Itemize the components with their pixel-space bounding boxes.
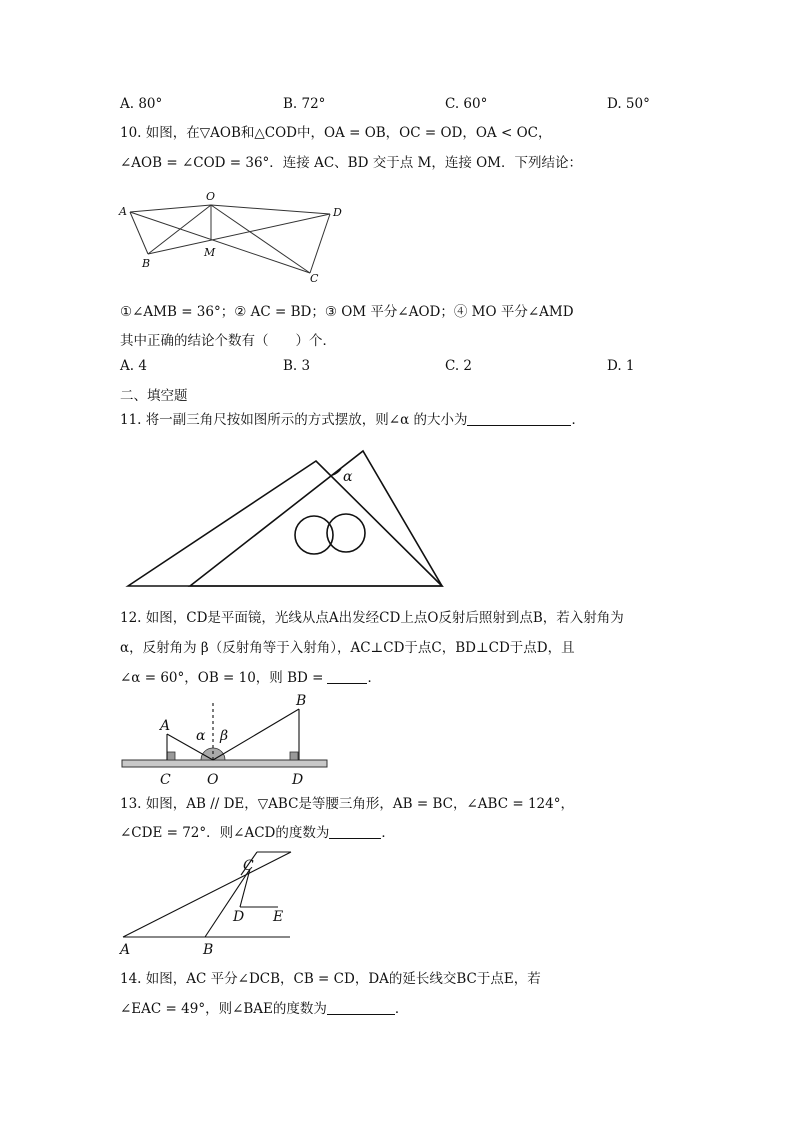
q10-line1: 10. 如图，在▽AOB和△COD中，OA = OB，OC = OD，OA < OC， (120, 125, 552, 141)
q10-option-d: D. 1 (607, 358, 635, 374)
q10-option-b: B. 3 (283, 358, 311, 374)
q11-label-alpha: α (343, 469, 353, 485)
q10-label-b: B (142, 257, 151, 270)
q12-period: ． (367, 670, 381, 686)
q10-label-o: O (206, 190, 216, 203)
q13-prompt: ∠CDE = 72°．则∠ACD的度数为 (120, 825, 330, 841)
q14-line1: 14. 如图，AC 平分∠DCB，CB = CD，DA的延长线交BC于点E，若 (120, 971, 541, 987)
q13-label-e: E (273, 909, 284, 925)
q11-figure (120, 445, 450, 595)
q11-answer-blank[interactable] (467, 411, 571, 426)
q14-prompt: ∠EAC = 49°，则∠BAE的度数为 (120, 1001, 327, 1017)
q12-label-b: B (296, 693, 307, 709)
q10-line2: ∠AOB = ∠COD = 36°．连接 AC、BD 交于点 M，连接 OM．下列结论： (120, 155, 582, 171)
q13-line2 (120, 824, 395, 842)
q10-label-m: M (204, 246, 216, 259)
q10-question: 其中正确的结论个数有（ ）个． (120, 333, 336, 349)
q12-label-c: C (160, 772, 171, 788)
q9-option-a: A. 80° (120, 96, 163, 112)
q12-label-a: A (160, 718, 171, 734)
q9-option-c: C. 60° (445, 96, 488, 112)
q12-label-o: O (207, 772, 219, 788)
q12-line3 (120, 669, 381, 687)
q11-text (120, 411, 585, 429)
q13-period: ． (381, 825, 395, 841)
q12-answer-blank[interactable] (327, 669, 367, 684)
q13-answer-blank[interactable] (329, 824, 381, 839)
q11-period: ． (571, 412, 585, 428)
q14-period: ． (394, 1001, 409, 1017)
q12-label-beta: β (220, 728, 229, 744)
q13-figure (115, 848, 305, 958)
q12-label-d: D (292, 772, 304, 788)
q13-label-c: C (243, 858, 254, 874)
q10-conclusions: ①∠AMB = 36°；② AC = BD；③ OM 平分∠AOD；④ MO 平分∠AMD (120, 304, 574, 320)
q10-option-a: A. 4 (120, 358, 147, 374)
q12-line1: 12. 如图，CD是平面镜，光线从点A出发经CD上点O反射后照射到点B，若入射角为 (120, 610, 624, 626)
q14-line2 (120, 1000, 408, 1018)
q12-prompt: ∠α = 60°，OB = 10，则 BD = (120, 670, 324, 686)
q13-label-d: D (233, 909, 245, 925)
q12-line2: α，反射角为 β（反射角等于入射角），AC⊥CD于点C，BD⊥CD于点D，且 (120, 640, 575, 656)
q10-option-c: C. 2 (445, 358, 473, 374)
q12-figure (120, 692, 340, 792)
q11-prompt: 11. 将一副三角尺按如图所示的方式摆放，则∠α 的大小为 (120, 412, 468, 428)
q10-label-c: C (310, 272, 319, 285)
q9-option-b: B. 72° (283, 96, 326, 112)
q13-label-a: A (120, 942, 131, 958)
section-fill-in-title: 二、填空题 (120, 388, 188, 404)
q13-label-b: B (203, 942, 214, 958)
q10-figure (115, 190, 355, 285)
q9-option-d: D. 50° (607, 96, 650, 112)
q14-answer-blank[interactable] (327, 1000, 395, 1015)
q12-label-alpha: α (196, 728, 206, 744)
q13-line1: 13. 如图，AB // DE，▽ABC是等腰三角形，AB = BC，∠ABC = 124°， (120, 796, 574, 812)
q10-label-d: D (333, 206, 342, 219)
q10-label-a: A (119, 205, 127, 218)
